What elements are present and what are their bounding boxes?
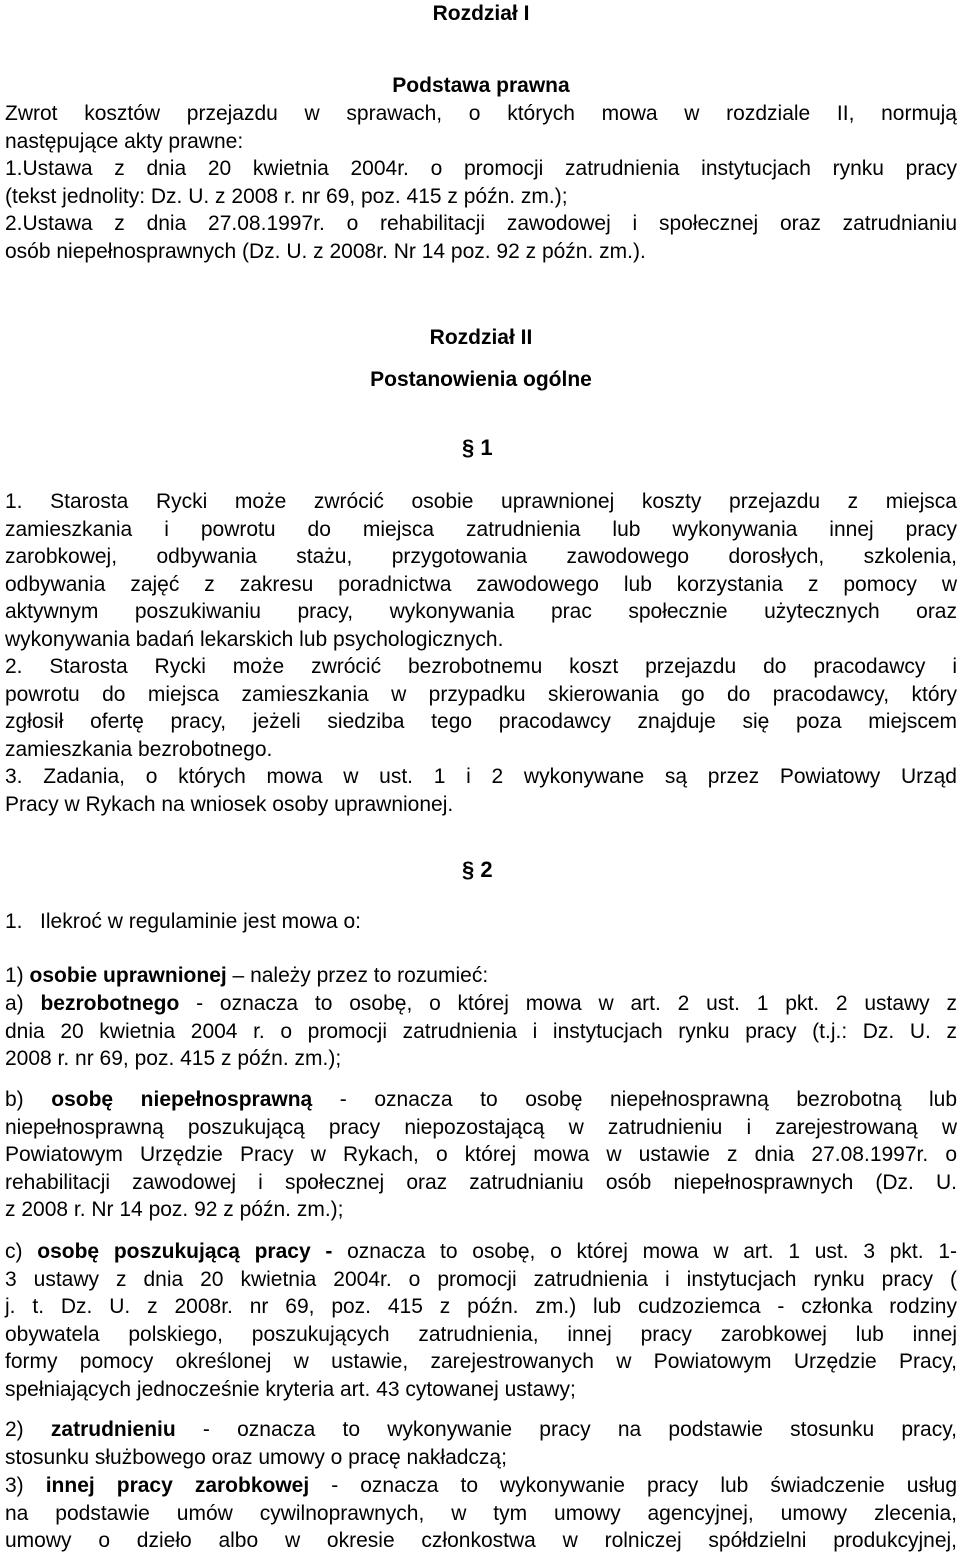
text: - oznacza to wykonywanie pracy lub świadczenie usług [309, 1474, 957, 1497]
text-line: powrotu do miejsca zamieszkania w przypadku skierowania go do pracodawcy, który [5, 682, 957, 706]
text-line: z 2008 r. Nr 14 poz. 92 z późn. zm.); [5, 1198, 344, 1221]
text-line: rehabilitacji zawodowej i społecznej oraz zatrudnianiu osób niepełnosprawnych (Dz. U. [5, 1170, 957, 1194]
text-line [5, 962, 957, 990]
term: innej pracy zarobkowej [45, 1474, 310, 1497]
definition-3 [5, 1472, 957, 1555]
text-line: 1.Ustawa z dnia 20 kwietnia 2004r. o promocji zatrudnienia instytucjach rynku pracy [5, 157, 957, 180]
chapter-2-subtitle: Postanowienia ogólne [370, 368, 592, 391]
text-line: 1. Ilekroć w regulaminie jest mowa o: [5, 910, 361, 933]
section-1-paragraph [5, 488, 957, 818]
section-2-intro [5, 908, 957, 936]
text-line: zamieszkania bezrobotnego. [5, 737, 273, 761]
text-line: zamieszkania i powrotu do miejsca zatrudnienia lub wykonywania innej pracy [5, 517, 957, 541]
text-line: dnia 20 kwietnia 2004 r. o promocji zatrudnienia i instytucjach rynku pracy (t.j.: Dz. U. z [5, 1019, 957, 1043]
text-line: na podstawie umów cywilnoprawnych, w tym umowy agencyjnej, umowy zlecenia, [5, 1501, 957, 1525]
text-line: 2008 r. nr 69, poz. 415 z późn. zm.); [5, 1047, 342, 1070]
item-number: 1) [5, 964, 24, 987]
text-line [5, 1238, 957, 1266]
definition-1 [5, 962, 957, 990]
text-line: aktywnym poszukiwaniu pracy, wykonywania prac społecznie użytecznych oraz [5, 600, 957, 623]
text-line: 3 ustawy z dnia 20 kwietnia 2004r. o promocji zatrudnienia i instytucjach rynku pracy ( [5, 1267, 957, 1291]
definition-c [5, 1238, 957, 1403]
term: osobę niepełnosprawną [51, 1088, 313, 1111]
text-line: formy pomocy określonej w ustawie, zarejestrowanych w Powiatowym Urzędzie Pracy, [5, 1350, 957, 1373]
text-line: Powiatowym Urzędzie Pracy w Rykach, o której mowa w ustawie z dnia 27.08.1997r. o [5, 1143, 957, 1166]
text-line: zgłosił ofertę pracy, jeżeli siedziba tego pracodawcy znajduje się poza miejscem [5, 710, 957, 733]
term: osobie uprawnionej [29, 964, 227, 987]
item-number: 2) [5, 1418, 24, 1441]
term: bezrobotnego [40, 992, 180, 1015]
item-number: 3) [5, 1474, 24, 1497]
text-line: 1. Starosta Rycki może zwrócić osobie uprawnionej koszty przejazdu z miejsca [5, 490, 957, 513]
definition-2 [5, 1416, 957, 1471]
text-line: (tekst jednolity: Dz. U. z 2008 r. nr 69, poz. 415 z późn. zm.); [5, 184, 568, 208]
text-line [5, 990, 957, 1018]
section-1-mark: § 1 [462, 435, 493, 460]
text-line: umowy o dzieło albo w okresie członkostwa w rolniczej spółdzielni produkcyjnej, [5, 1529, 957, 1552]
definition-a [5, 990, 957, 1073]
chapter-1-title: Rozdział I [432, 2, 530, 25]
text: - oznacza to osobę niepełnosprawną bezrobotną lub [312, 1088, 958, 1111]
text-line: zarobkowej, odbywania stażu, przygotowania zawodowego dorosłych, szkolenia, [5, 545, 957, 568]
text-line: Zwrot kosztów przejazdu w sprawach, o których mowa w rozdziale II, normują [5, 102, 957, 125]
text-line: spełniających jednocześnie kryteria art. 43 cytowanej ustawy; [5, 1377, 576, 1401]
text-line: 3. Zadania, o których mowa w ust. 1 i 2 wykonywane są przez Powiatowy Urząd [5, 765, 957, 788]
text-line: niepełnosprawną poszukującą pracy niepozostającą w zatrudnieniu i zarejestrowaną w [5, 1115, 957, 1139]
text-line: stosunku służbowego oraz umowy o pracę nakładczą; [5, 1445, 507, 1469]
item-number: a) [5, 992, 24, 1015]
text-line: następujące akty prawne: [5, 129, 244, 153]
text-line: odbywania zajęć z zakresu poradnictwa zawodowego lub korzystania z pomocy w [5, 572, 957, 596]
text-line: obywatela polskiego, poszukujących zatrudnienia, innej pracy zarobkowej lub innej [5, 1322, 957, 1346]
text-line: wykonywania badań lekarskich lub psychologicznych. [5, 627, 504, 651]
text-line [5, 1472, 957, 1500]
legal-basis-paragraph [5, 100, 957, 265]
text: oznacza to osobę, o której mowa w art. 1 ust. 3 pkt. 1- [332, 1240, 957, 1263]
term: zatrudnieniu [50, 1418, 176, 1441]
item-number: c) [5, 1240, 23, 1263]
text-line [5, 1086, 957, 1114]
text: - oznacza to wykonywanie pracy na podstawie stosunku pracy, [175, 1418, 958, 1441]
item-number: b) [5, 1088, 24, 1111]
section-2-mark: § 2 [462, 857, 493, 882]
text-line: Pracy w Rykach na wniosek osoby uprawnionej. [5, 792, 454, 816]
text-line: j. t. Dz. U. z 2008r. nr 69, poz. 415 z późn. zm.) lub cudzoziemca - członka rodziny [5, 1295, 957, 1318]
text: – należy przez to rozumieć: [226, 964, 489, 987]
chapter-1-subtitle: Podstawa prawna [392, 74, 570, 97]
chapter-2-title: Rozdział II [429, 326, 533, 349]
term: osobę poszukującą pracy - [37, 1240, 333, 1263]
text-line [5, 1416, 957, 1444]
text: - oznacza to osobę, o której mowa w art. 2 ust. 1 pkt. 2 ustawy z [179, 992, 957, 1015]
definition-b [5, 1086, 957, 1224]
text-line: 2.Ustawa z dnia 27.08.1997r. o rehabilitacji zawodowej i społecznej oraz zatrudnianiu [5, 212, 957, 235]
text-line: 2. Starosta Rycki może zwrócić bezrobotnemu koszt przejazdu do pracodawcy i [5, 655, 957, 678]
text-line: osób niepełnosprawnych (Dz. U. z 2008r. Nr 14 poz. 92 z późn. zm.). [5, 239, 646, 263]
